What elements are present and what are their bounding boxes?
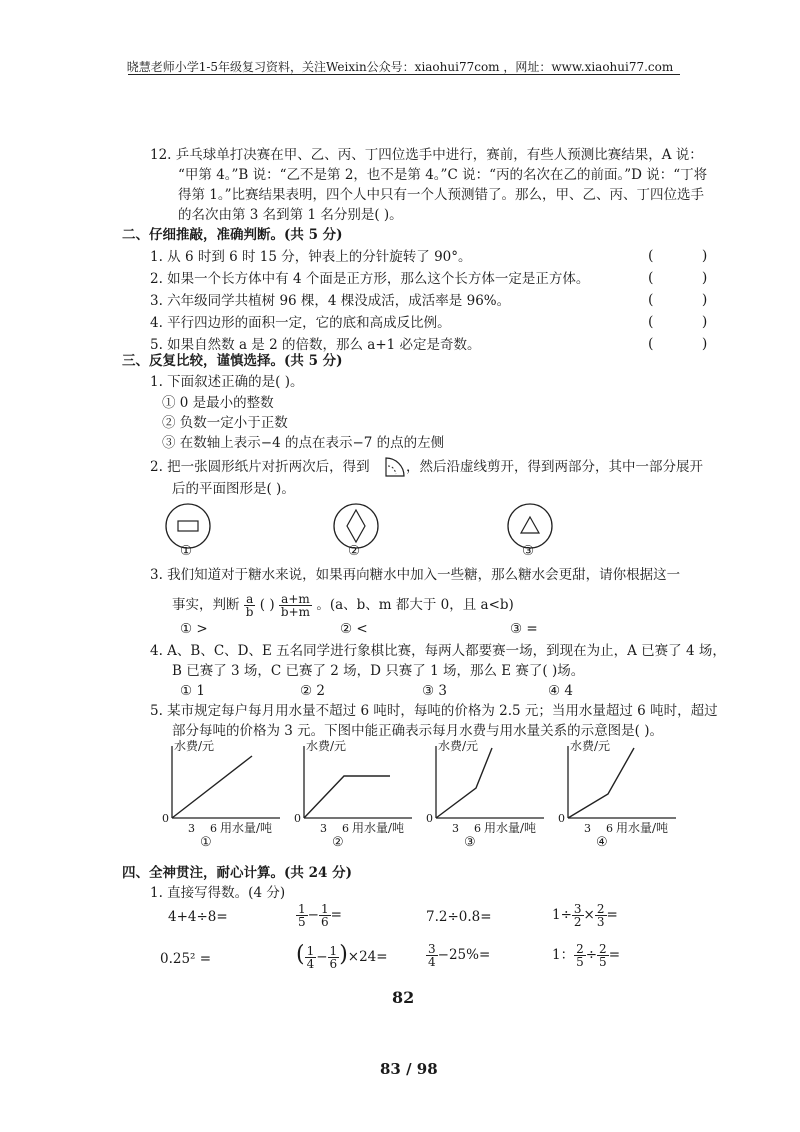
graph-tick-3: 3 [584, 822, 591, 835]
calc-r1c4: 1÷ $\frac{3}{2}$ × $\frac{2}{3}$ = [552, 902, 618, 929]
graph-tick-3: 3 [188, 822, 195, 835]
s3-q2-line1a: 2. 把一张圆形纸片对折两次后，得到 [150, 459, 370, 475]
graph-tick-6: 6 [210, 822, 217, 835]
graph-origin-label: 0 [162, 812, 169, 825]
graph-tick-3: 3 [452, 822, 459, 835]
s3-q2-label-1[interactable]: ① [180, 543, 193, 559]
graph-fee-line [436, 748, 492, 818]
page-header: 晓慧老师小学1-5年级复习资料，关注Weixin公众号：xiaohui77com ，网址：www.xiaohui77.com [126, 60, 674, 74]
graph-option-label: ④ [596, 835, 608, 850]
s3-q2-line1b: ，然后沿虚线剪开，得到两部分，其中一部分展开 [406, 459, 703, 475]
answer-paren-5[interactable]: ( ) [648, 336, 730, 352]
judge-item-5: 5. 如果自然数 a 是 2 的倍数，那么 a+1 必定是奇数。 [150, 337, 481, 353]
fraction: $\frac{3}{2}$ [573, 902, 582, 929]
s3-q3-condition: 。(a、b、m 都大于 0，且 a<b) [316, 597, 514, 613]
fraction-a-over-b: $\frac{a}{b}$ [245, 592, 254, 619]
folded-quarter-circle-figure [384, 454, 406, 478]
s3-q3-option-1[interactable]: ① > [180, 621, 208, 637]
calc-r1c3: 7.2÷0.8= [426, 909, 492, 925]
section3-title: 三、反复比较，谨慎选择。(共 5 分) [122, 353, 343, 369]
s3-q4-line2: B 已赛了 3 场，C 已赛了 2 场，D 只赛了 1 场，那么 E 赛了( )场。 [172, 663, 585, 679]
s3-q5-line2: 部分每吨的价格为 3 元。下图中能正确表示每月水费与用水量关系的示意图是( )。 [172, 723, 663, 739]
graph-y-label: 水费/元 [438, 739, 479, 753]
q12-line4: 的名次由第 3 名到第 1 名分别是( )。 [178, 207, 403, 223]
graph-origin-label: 0 [294, 812, 301, 825]
header-rule [128, 74, 680, 75]
s3-q1-option-2: ② 负数一定小于正数 [162, 415, 288, 431]
judge-item-2: 2. 如果一个长方体中有 4 个面是正方形，那么这个长方体一定是正方体。 [150, 271, 590, 287]
q12-line3: 得第 1。”比赛结果表明，四个人中只有一个人预测错了。那么，甲、乙、丙、丁四位选手 [178, 187, 705, 203]
calc-r1c2: $\frac{1}{5}$ − $\frac{1}{6}$ = [298, 902, 342, 929]
s3-q3-option-2[interactable]: ② < [340, 621, 368, 637]
graph-x-label: 用水量/吨 [616, 821, 669, 835]
fraction: $\frac{1}{6}$ [329, 944, 338, 971]
graph-y-label: 水费/元 [306, 739, 347, 753]
pagination[interactable]: 83 / 98 [380, 1060, 438, 1078]
q12-line2: “甲第 4。”B 说：“乙不是第 2，也不是第 4。”C 说：“丙的名次在乙的前面。”D 说：“丁将 [178, 167, 708, 183]
judge-item-4: 4. 平行四边形的面积一定，它的底和高成反比例。 [150, 315, 451, 331]
s3-q3-line1: 3. 我们知道对于糖水来说，如果再向糖水中加入一些糖，那么糖水会更甜，请你根据这一 [150, 567, 681, 583]
s3-q5-graphs [160, 738, 700, 864]
fraction-am-over-bm: $\frac{a+m}{b+m}$ [280, 592, 311, 619]
graph-fee-line [304, 776, 390, 818]
graph-option-label: ② [332, 835, 344, 850]
calc-r2c1: 0.25² = [160, 951, 212, 967]
s4-sub1: 1. 直接写得数。(4 分) [150, 885, 286, 901]
section4-title: 四、全神贯注，耐心计算。(共 24 分) [122, 865, 352, 881]
fraction: $\frac{1}{6}$ [320, 902, 329, 929]
fraction: $\frac{1}{5}$ [298, 902, 306, 929]
answer-paren-2[interactable]: ( ) [648, 270, 730, 286]
graph-tick-6: 6 [606, 822, 613, 835]
s3-q3-lead: 事实，判断 [172, 597, 240, 613]
s3-q1-stem: 1. 下面叙述正确的是( )。 [150, 374, 304, 390]
page-number: 82 [392, 988, 415, 1007]
s3-q4-option-3[interactable]: ③ 3 [422, 683, 447, 699]
graph-tick-6: 6 [342, 822, 349, 835]
section2-title: 二、仔细推敲，准确判断。(共 5 分) [122, 227, 343, 243]
s3-q1-option-3: ③ 在数轴上表示−4 的点在表示−7 的点的左侧 [162, 435, 445, 451]
graph-fee-line [172, 756, 252, 818]
graph-y-label: 水费/元 [174, 739, 215, 753]
s3-q4-option-2[interactable]: ② 2 [300, 683, 325, 699]
graph-x-label: 用水量/吨 [220, 821, 273, 835]
graph-x-label: 用水量/吨 [352, 821, 405, 835]
s3-q1-option-1: ① 0 是最小的整数 [162, 395, 274, 411]
fraction: $\frac{3}{4}$ [428, 942, 436, 969]
graph-y-label: 水费/元 [570, 739, 611, 753]
graph-x-label: 用水量/吨 [484, 821, 537, 835]
graph-tick-3: 3 [320, 822, 327, 835]
s3-q4-option-4[interactable]: ④ 4 [548, 683, 573, 699]
s3-q2-label-3[interactable]: ③ [522, 543, 535, 559]
graph-tick-6: 6 [474, 822, 481, 835]
fraction: $\frac{2}{3}$ [596, 902, 605, 929]
judge-item-3: 3. 六年级同学共植树 96 棵，4 棵没成活，成活率是 96%。 [150, 293, 511, 309]
calc-r2c2: ( $\frac{1}{4}$ − $\frac{1}{6}$ )×24= [296, 942, 388, 971]
graph-option-label: ③ [464, 835, 476, 850]
fraction: $\frac{2}{5}$ [599, 942, 607, 969]
answer-paren-3[interactable]: ( ) [648, 292, 730, 308]
judge-item-1: 1. 从 6 时到 6 时 15 分，钟表上的分针旋转了 90°。 [150, 249, 472, 265]
fraction: $\frac{1}{4}$ [306, 944, 315, 971]
calc-r1c1: 4+4÷8= [168, 909, 228, 925]
s3-q4-line1: 4. A、B、C、D、E 五名同学进行象棋比赛，每两人都要赛一场，到现在为止，A 已赛了 4 场， [150, 643, 726, 659]
s3-q3-option-3[interactable]: ③ = [510, 621, 538, 637]
graph-option-label: ① [200, 835, 212, 850]
s3-q4-option-1[interactable]: ① 1 [180, 683, 205, 699]
q12-line1: 12. 乒乓球单打决赛在甲、乙、丙、丁四位选手中进行，赛前，有些人预测比赛结果，A 说： [150, 147, 703, 163]
fraction: $\frac{2}{5}$ [576, 942, 584, 969]
s3-q2-label-2[interactable]: ② [348, 543, 361, 559]
calc-r2c4: 1： $\frac{2}{5}$ ÷ $\frac{2}{5}$ = [552, 942, 620, 969]
s3-q2-line2: 后的平面图形是( )。 [172, 481, 295, 497]
answer-paren-1[interactable]: ( ) [648, 248, 730, 264]
graph-origin-label: 0 [558, 812, 565, 825]
graph-origin-label: 0 [426, 812, 433, 825]
s3-q3-paren[interactable]: ( ) [259, 597, 275, 613]
calc-r2c3: $\frac{3}{4}$ −25%= [428, 942, 491, 969]
answer-paren-4[interactable]: ( ) [648, 314, 730, 330]
s3-q5-line1: 5. 某市规定每户每月用水量不超过 6 吨时，每吨的价格为 2.5 元；当用水量超过 6 吨时，超过 [150, 703, 718, 719]
s3-q3-line2 [172, 590, 514, 620]
graph-fee-line [568, 748, 634, 818]
